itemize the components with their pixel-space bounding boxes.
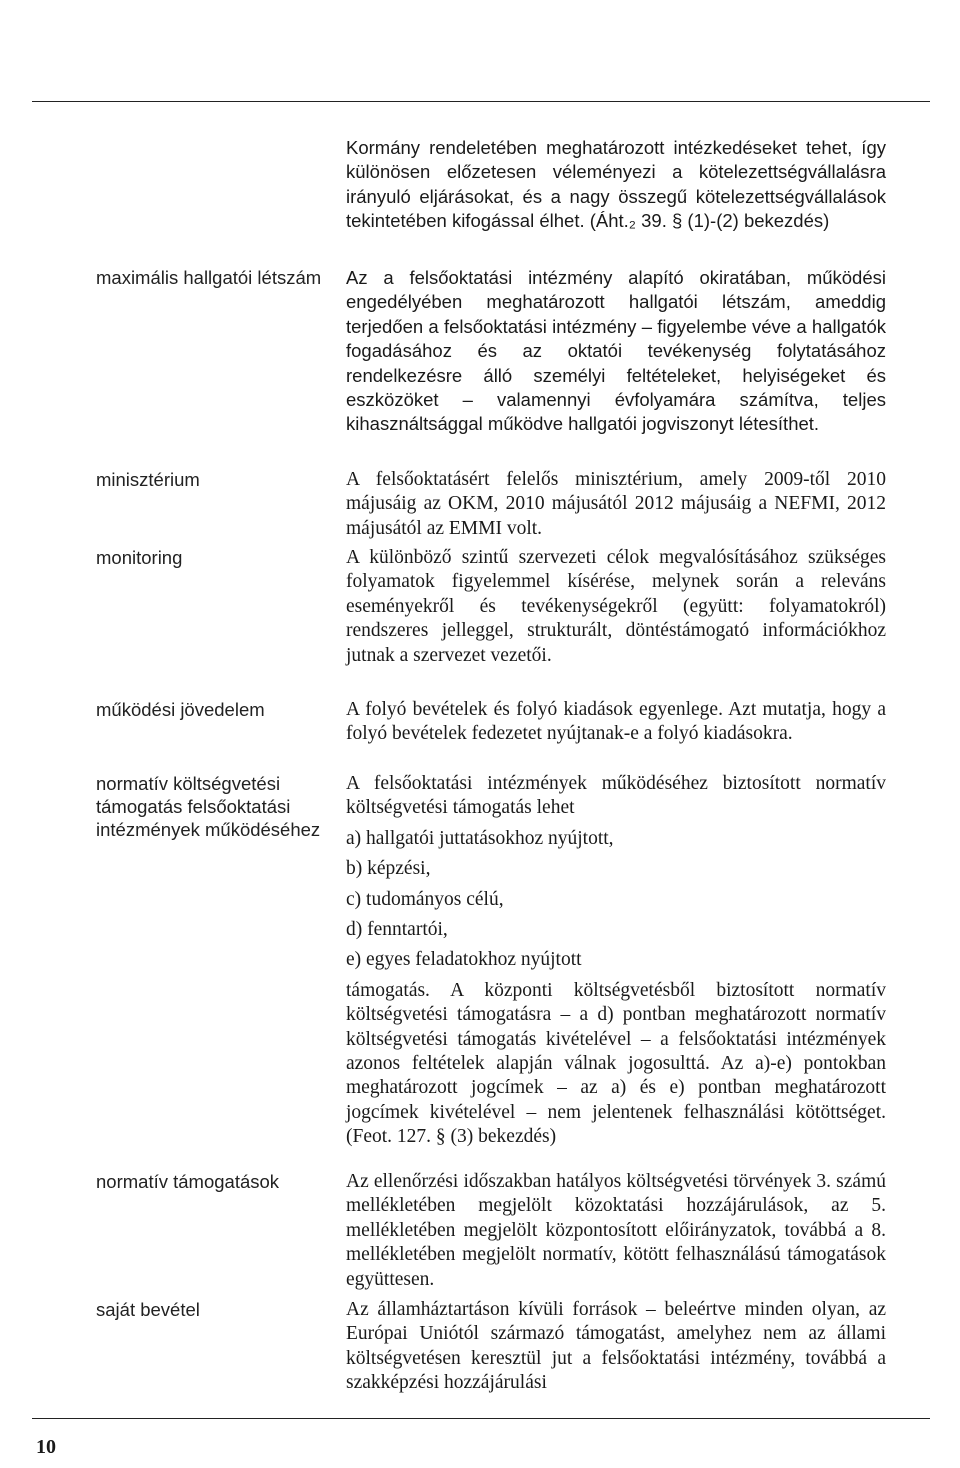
definition-monitoring: A különböző szintű szervezeti célok megvalósításához szükséges folyamatok figyelemmel kísérése, melynek során a releváns eseményekről és tevékenységekről (együtt: folyamatokról) rendszeres jelleggel, strukturált, döntéstámogató információkhoz jutnak a szervezet vezetői. [346,547,886,666]
support-type-list [346,827,886,973]
term-miniszterium: minisztérium [96,469,200,490]
definition-intro: A felsőoktatási intézmények működéséhez biztosított normatív költségvetési támogatás lehet [346,773,886,819]
definition-normativ-koltsegvetesi-tamogatas [346,772,886,1150]
term-maximalis-hallgatoi-letszam: maximális hallgatói létszám [96,267,322,288]
term-monitoring: monitoring [96,547,183,568]
definition-sajat-bevetel: Az államháztartáson kívüli források – beleértve minden olyan, az Európai Uniótól származó támogatást, amelyhez nem az állami költségvetésen keresztül jut a felsőoktatási intézmény, továbbá a szakképzési hozzájárulási [346,1299,886,1394]
definition-miniszterium: A felsőoktatásért felelős minisztérium, amely 2009-től 2010 májusáig az OKM, 2010 májusától 2012 májusáig a NEFMI, 2012 májusától az EMMI volt. [346,469,886,539]
intro-paragraph: Kormány rendeletében meghatározott intézkedéseket tehet, így különösen előzetesen véleményezi a kötelezettségvállalásra irányuló eljárásokat, és a nagy összegű kötelezettségvállalások tekintetében kifogással élhet. (Áht.₂ 39. § (1)-(2) bekezdés) [346,137,886,232]
term-mukodesi-jovedelem: működési jövedelem [96,699,265,720]
term-normativ-tamogatasok: normatív támogatások [96,1171,280,1192]
header-rule [32,101,930,102]
list-item: c) tudományos célú, [346,888,504,910]
definition-mukodesi-jovedelem: A folyó bevételek és folyó kiadások egyenlege. Azt mutatja, hogy a folyó bevételek fedezetet nyújtanak-e a folyó kiadásokra. [346,699,886,745]
list-item: e) egyes feladatokhoz nyújtott [346,949,582,971]
list-item: d) fenntartói, [346,919,448,941]
list-item: b) képzési, [346,858,431,880]
term-sajat-bevetel: saját bevétel [96,1299,200,1320]
list-item: a) hallgatói juttatásokhoz nyújtott, [346,827,614,849]
page-number: 10 [36,1436,56,1458]
definition-continuation: támogatás. A központi költségvetésből biztosított normatív költségvetési támogatásra – a d) pontban meghatározott normatív költségvetési támogatás kivételével – a felsőoktatási intézmények azonos feltételek alapján válnak jogosulttá. Az a)-e) pontokban meghatározott jogcímek – az a) és e) pontban meghatározott jogcímek kivételével – nem jelentenek felhasználási kötöttséget. (Feot. 127. § (3) bekezdés) [346,979,886,1148]
footer-rule [32,1418,930,1419]
term-normativ-koltsegvetesi-tamogatas: normatív költségvetési támogatás felsőoktatási intézmények működéséhez [96,773,321,840]
definition-maximalis-hallgatoi-letszam: Az a felsőoktatási intézmény alapító okiratában, működési engedélyében meghatározott hallgatói létszám, ameddig terjedően a felsőoktatási intézmény – figyelembe véve a hallgatók fogadásához és az oktatói tevékenység folytatásához rendelkezésre álló személyi feltételeket, helyiségeket és eszközöket – valamennyi évfolyamára számítva, teljes kihasználtsággal működve hallgatói jogviszonyt létesíthet. [346,267,886,435]
definition-normativ-tamogatasok: Az ellenőrzési időszakban hatályos költségvetési törvények 3. számú mellékletében megjelölt közoktatási hozzájárulások, az 5. mellékletében megjelölt központosított előirányzatok, továbbá a 8. mellékletében megjelölt normatív, kötött felhasználású támogatások együttesen. [346,1171,886,1290]
